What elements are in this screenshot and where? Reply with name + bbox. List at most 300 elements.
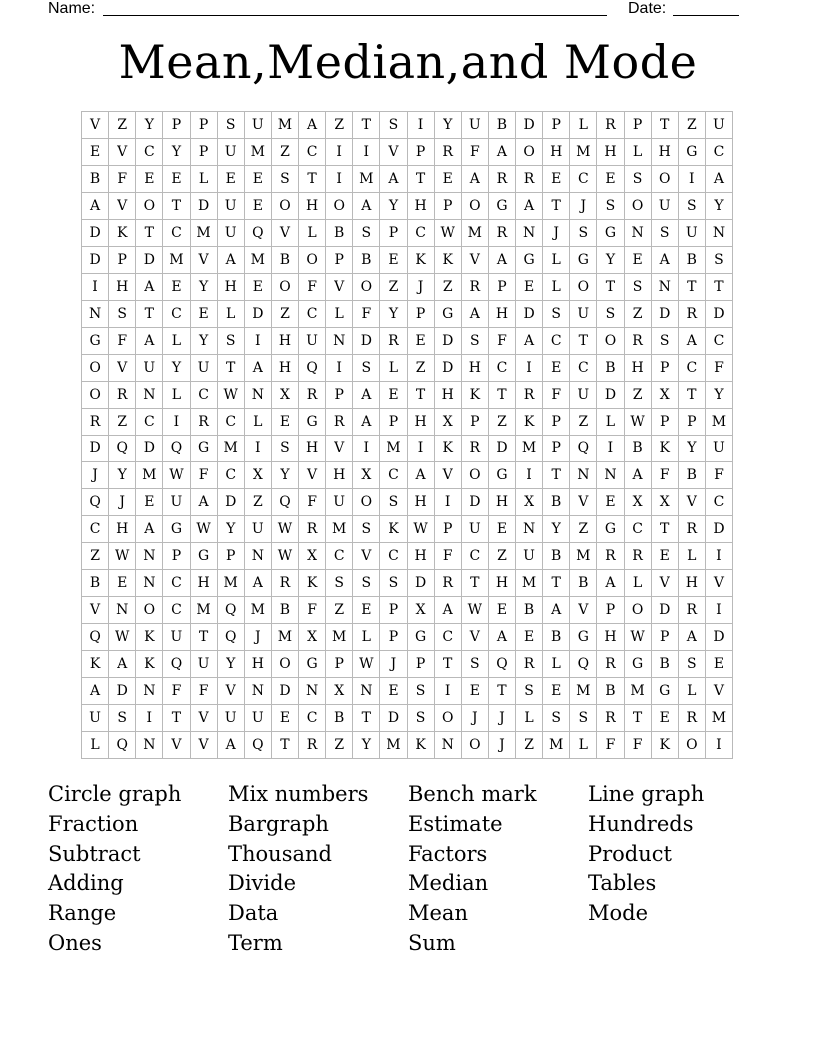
grid-cell[interactable]: S xyxy=(272,166,299,193)
grid-cell[interactable]: M xyxy=(136,462,163,489)
grid-cell[interactable]: R xyxy=(109,382,136,409)
grid-cell[interactable]: V xyxy=(570,489,597,516)
grid-cell[interactable]: Y xyxy=(109,462,136,489)
grid-cell[interactable]: R xyxy=(489,220,516,247)
grid-cell[interactable]: D xyxy=(597,382,624,409)
grid-cell[interactable]: V xyxy=(462,247,489,274)
grid-cell[interactable]: R xyxy=(326,409,353,436)
grid-cell[interactable]: D xyxy=(82,220,109,247)
grid-cell[interactable]: Y xyxy=(218,651,245,678)
grid-cell[interactable]: N xyxy=(435,732,462,759)
grid-cell[interactable]: U xyxy=(462,112,489,139)
grid-cell[interactable]: F xyxy=(109,166,136,193)
grid-cell[interactable]: Q xyxy=(82,489,109,516)
grid-cell[interactable]: C xyxy=(706,328,733,355)
grid-cell[interactable]: G xyxy=(570,624,597,651)
grid-cell[interactable]: H xyxy=(489,489,516,516)
grid-cell[interactable]: O xyxy=(625,597,652,624)
grid-cell[interactable]: Y xyxy=(543,516,570,543)
grid-cell[interactable]: U xyxy=(218,139,245,166)
grid-cell[interactable]: W xyxy=(625,624,652,651)
grid-cell[interactable]: O xyxy=(136,193,163,220)
grid-cell[interactable]: O xyxy=(299,247,326,274)
grid-cell[interactable]: L xyxy=(326,301,353,328)
grid-cell[interactable]: C xyxy=(326,543,353,570)
grid-cell[interactable]: R xyxy=(679,705,706,732)
grid-cell[interactable]: V xyxy=(706,678,733,705)
grid-cell[interactable]: K xyxy=(109,220,136,247)
grid-cell[interactable]: D xyxy=(462,489,489,516)
grid-cell[interactable]: L xyxy=(353,624,380,651)
grid-cell[interactable]: T xyxy=(679,274,706,301)
grid-cell[interactable]: Z xyxy=(326,732,353,759)
grid-cell[interactable]: R xyxy=(191,409,218,436)
grid-cell[interactable]: C xyxy=(408,220,435,247)
grid-cell[interactable]: H xyxy=(109,274,136,301)
grid-cell[interactable]: D xyxy=(136,436,163,463)
grid-cell[interactable]: M xyxy=(326,516,353,543)
grid-cell[interactable]: A xyxy=(136,516,163,543)
grid-cell[interactable]: C xyxy=(706,489,733,516)
grid-cell[interactable]: R xyxy=(380,328,407,355)
grid-cell[interactable]: A xyxy=(82,193,109,220)
grid-cell[interactable]: Z xyxy=(625,301,652,328)
grid-cell[interactable]: S xyxy=(597,301,624,328)
grid-cell[interactable]: K xyxy=(462,382,489,409)
grid-cell[interactable]: M xyxy=(516,436,543,463)
grid-cell[interactable]: W xyxy=(272,516,299,543)
grid-cell[interactable]: Y xyxy=(706,193,733,220)
grid-cell[interactable]: V xyxy=(82,112,109,139)
grid-cell[interactable]: F xyxy=(299,597,326,624)
grid-cell[interactable]: D xyxy=(706,516,733,543)
grid-cell[interactable]: L xyxy=(597,409,624,436)
grid-cell[interactable]: P xyxy=(191,112,218,139)
grid-cell[interactable]: E xyxy=(353,597,380,624)
grid-cell[interactable]: A xyxy=(191,489,218,516)
grid-cell[interactable]: J xyxy=(462,705,489,732)
grid-cell[interactable]: V xyxy=(435,462,462,489)
grid-cell[interactable]: A xyxy=(462,301,489,328)
grid-cell[interactable]: R xyxy=(272,570,299,597)
grid-cell[interactable]: E xyxy=(191,301,218,328)
grid-cell[interactable]: U xyxy=(245,112,272,139)
grid-cell[interactable]: L xyxy=(163,328,190,355)
grid-cell[interactable]: P xyxy=(679,409,706,436)
grid-cell[interactable]: K xyxy=(435,436,462,463)
grid-cell[interactable]: E xyxy=(652,705,679,732)
grid-cell[interactable]: N xyxy=(516,516,543,543)
grid-cell[interactable]: L xyxy=(679,543,706,570)
grid-cell[interactable]: V xyxy=(109,355,136,382)
grid-cell[interactable]: U xyxy=(516,543,543,570)
grid-cell[interactable]: V xyxy=(326,274,353,301)
grid-cell[interactable]: G xyxy=(163,516,190,543)
grid-cell[interactable]: E xyxy=(543,166,570,193)
grid-cell[interactable]: P xyxy=(408,301,435,328)
grid-cell[interactable]: S xyxy=(679,193,706,220)
grid-cell[interactable]: U xyxy=(218,193,245,220)
grid-cell[interactable]: S xyxy=(326,570,353,597)
grid-cell[interactable]: M xyxy=(353,166,380,193)
grid-cell[interactable]: R xyxy=(625,543,652,570)
grid-cell[interactable]: F xyxy=(706,462,733,489)
grid-cell[interactable]: J xyxy=(245,624,272,651)
grid-cell[interactable]: D xyxy=(435,328,462,355)
grid-cell[interactable]: K xyxy=(652,732,679,759)
grid-cell[interactable]: X xyxy=(652,382,679,409)
grid-cell[interactable]: E xyxy=(109,570,136,597)
grid-cell[interactable]: A xyxy=(245,355,272,382)
grid-cell[interactable]: E xyxy=(408,328,435,355)
grid-cell[interactable]: E xyxy=(163,166,190,193)
grid-cell[interactable]: J xyxy=(109,489,136,516)
grid-cell[interactable]: Z xyxy=(82,543,109,570)
grid-cell[interactable]: L xyxy=(163,382,190,409)
grid-cell[interactable]: J xyxy=(380,651,407,678)
grid-cell[interactable]: A xyxy=(82,678,109,705)
grid-cell[interactable]: L xyxy=(543,247,570,274)
grid-cell[interactable]: Z xyxy=(570,409,597,436)
grid-cell[interactable]: S xyxy=(516,678,543,705)
grid-cell[interactable]: O xyxy=(516,139,543,166)
grid-cell[interactable]: S xyxy=(597,193,624,220)
grid-cell[interactable]: A xyxy=(543,597,570,624)
grid-cell[interactable]: U xyxy=(570,301,597,328)
grid-cell[interactable]: E xyxy=(462,678,489,705)
grid-cell[interactable]: U xyxy=(163,624,190,651)
grid-cell[interactable]: N xyxy=(82,301,109,328)
grid-cell[interactable]: P xyxy=(543,112,570,139)
grid-cell[interactable]: Y xyxy=(272,462,299,489)
grid-cell[interactable]: G xyxy=(435,301,462,328)
grid-cell[interactable]: X xyxy=(299,543,326,570)
grid-cell[interactable]: K xyxy=(136,651,163,678)
grid-cell[interactable]: H xyxy=(272,355,299,382)
grid-cell[interactable]: R xyxy=(462,274,489,301)
grid-cell[interactable]: A xyxy=(245,570,272,597)
grid-cell[interactable]: A xyxy=(706,166,733,193)
grid-cell[interactable]: C xyxy=(299,139,326,166)
grid-cell[interactable]: E xyxy=(245,193,272,220)
grid-cell[interactable]: Q xyxy=(218,624,245,651)
grid-cell[interactable]: R xyxy=(516,382,543,409)
grid-cell[interactable]: Q xyxy=(299,355,326,382)
grid-cell[interactable]: A xyxy=(353,382,380,409)
grid-cell[interactable]: W xyxy=(163,462,190,489)
grid-cell[interactable]: A xyxy=(462,166,489,193)
grid-cell[interactable]: E xyxy=(543,355,570,382)
grid-cell[interactable]: A xyxy=(353,193,380,220)
grid-cell[interactable]: G xyxy=(570,247,597,274)
grid-cell[interactable]: S xyxy=(543,705,570,732)
grid-cell[interactable]: C xyxy=(299,301,326,328)
grid-cell[interactable]: B xyxy=(543,624,570,651)
grid-cell[interactable]: M xyxy=(570,678,597,705)
grid-cell[interactable]: H xyxy=(191,570,218,597)
grid-cell[interactable]: T xyxy=(543,462,570,489)
grid-cell[interactable]: L xyxy=(380,355,407,382)
grid-cell[interactable]: U xyxy=(82,705,109,732)
grid-cell[interactable]: S xyxy=(570,220,597,247)
grid-cell[interactable]: O xyxy=(353,489,380,516)
grid-cell[interactable]: E xyxy=(597,489,624,516)
grid-cell[interactable]: D xyxy=(218,489,245,516)
grid-cell[interactable]: N xyxy=(136,543,163,570)
grid-cell[interactable]: E xyxy=(543,678,570,705)
grid-cell[interactable]: M xyxy=(218,570,245,597)
grid-cell[interactable]: P xyxy=(326,382,353,409)
grid-cell[interactable]: F xyxy=(706,355,733,382)
grid-cell[interactable]: S xyxy=(652,328,679,355)
grid-cell[interactable]: N xyxy=(326,328,353,355)
grid-cell[interactable]: P xyxy=(462,409,489,436)
grid-cell[interactable]: P xyxy=(435,516,462,543)
grid-cell[interactable]: T xyxy=(136,301,163,328)
grid-cell[interactable]: W xyxy=(109,543,136,570)
grid-cell[interactable]: L xyxy=(543,274,570,301)
grid-cell[interactable]: D xyxy=(109,678,136,705)
grid-cell[interactable]: E xyxy=(516,624,543,651)
grid-cell[interactable]: M xyxy=(570,139,597,166)
grid-cell[interactable]: S xyxy=(353,516,380,543)
grid-cell[interactable]: M xyxy=(272,112,299,139)
grid-cell[interactable]: B xyxy=(543,543,570,570)
grid-cell[interactable]: P xyxy=(380,220,407,247)
grid-cell[interactable]: E xyxy=(163,274,190,301)
grid-cell[interactable]: S xyxy=(543,301,570,328)
grid-cell[interactable]: O xyxy=(353,274,380,301)
grid-cell[interactable]: B xyxy=(597,355,624,382)
grid-cell[interactable]: F xyxy=(489,328,516,355)
grid-cell[interactable]: Z xyxy=(625,382,652,409)
grid-cell[interactable]: Q xyxy=(570,651,597,678)
grid-cell[interactable]: V xyxy=(191,247,218,274)
grid-cell[interactable]: S xyxy=(218,328,245,355)
grid-cell[interactable]: I xyxy=(245,328,272,355)
grid-cell[interactable]: F xyxy=(462,139,489,166)
grid-cell[interactable]: K xyxy=(435,247,462,274)
grid-cell[interactable]: R xyxy=(82,409,109,436)
grid-cell[interactable]: C xyxy=(380,462,407,489)
grid-cell[interactable]: Z xyxy=(272,139,299,166)
grid-cell[interactable]: C xyxy=(82,516,109,543)
grid-cell[interactable]: N xyxy=(299,678,326,705)
grid-cell[interactable]: H xyxy=(435,382,462,409)
grid-cell[interactable]: V xyxy=(272,220,299,247)
grid-cell[interactable]: T xyxy=(136,220,163,247)
grid-cell[interactable]: E xyxy=(380,247,407,274)
grid-cell[interactable]: D xyxy=(408,570,435,597)
grid-cell[interactable]: C xyxy=(543,328,570,355)
grid-cell[interactable]: G xyxy=(299,651,326,678)
grid-cell[interactable]: Z xyxy=(489,543,516,570)
grid-cell[interactable]: O xyxy=(625,193,652,220)
grid-cell[interactable]: U xyxy=(191,355,218,382)
grid-cell[interactable]: O xyxy=(326,193,353,220)
grid-cell[interactable]: W xyxy=(435,220,462,247)
grid-cell[interactable]: W xyxy=(218,382,245,409)
grid-cell[interactable]: Y xyxy=(218,516,245,543)
grid-cell[interactable]: B xyxy=(516,597,543,624)
grid-cell[interactable]: S xyxy=(679,651,706,678)
grid-cell[interactable]: T xyxy=(652,112,679,139)
grid-cell[interactable]: S xyxy=(218,112,245,139)
grid-cell[interactable]: P xyxy=(435,193,462,220)
grid-cell[interactable]: A xyxy=(136,328,163,355)
grid-cell[interactable]: Z xyxy=(245,489,272,516)
grid-cell[interactable]: F xyxy=(299,274,326,301)
grid-cell[interactable]: Y xyxy=(353,732,380,759)
grid-cell[interactable]: U xyxy=(679,220,706,247)
grid-cell[interactable]: B xyxy=(353,247,380,274)
grid-cell[interactable]: D xyxy=(435,355,462,382)
grid-cell[interactable]: P xyxy=(163,112,190,139)
grid-cell[interactable]: O xyxy=(679,732,706,759)
grid-cell[interactable]: F xyxy=(435,543,462,570)
grid-cell[interactable]: Z xyxy=(435,274,462,301)
grid-cell[interactable]: G xyxy=(597,516,624,543)
grid-cell[interactable]: I xyxy=(516,462,543,489)
grid-cell[interactable]: M xyxy=(543,732,570,759)
grid-cell[interactable]: S xyxy=(570,705,597,732)
grid-cell[interactable]: U xyxy=(299,328,326,355)
grid-cell[interactable]: K xyxy=(136,624,163,651)
grid-cell[interactable]: T xyxy=(218,355,245,382)
grid-cell[interactable]: T xyxy=(408,382,435,409)
grid-cell[interactable]: N xyxy=(136,570,163,597)
grid-cell[interactable]: B xyxy=(652,651,679,678)
grid-cell[interactable]: L xyxy=(679,678,706,705)
grid-cell[interactable]: I xyxy=(245,436,272,463)
grid-cell[interactable]: M xyxy=(462,220,489,247)
grid-cell[interactable]: Y xyxy=(679,436,706,463)
grid-cell[interactable]: E xyxy=(706,651,733,678)
grid-cell[interactable]: F xyxy=(625,732,652,759)
grid-cell[interactable]: I xyxy=(679,166,706,193)
grid-cell[interactable]: C xyxy=(489,355,516,382)
grid-cell[interactable]: E xyxy=(435,166,462,193)
grid-cell[interactable]: G xyxy=(191,543,218,570)
grid-cell[interactable]: O xyxy=(136,597,163,624)
grid-cell[interactable]: W xyxy=(191,516,218,543)
grid-cell[interactable]: E xyxy=(652,543,679,570)
grid-cell[interactable]: E xyxy=(516,274,543,301)
grid-cell[interactable]: K xyxy=(408,247,435,274)
grid-cell[interactable]: P xyxy=(380,409,407,436)
grid-cell[interactable]: C xyxy=(163,597,190,624)
grid-cell[interactable]: X xyxy=(408,597,435,624)
grid-cell[interactable]: O xyxy=(462,193,489,220)
grid-cell[interactable]: C xyxy=(136,139,163,166)
grid-cell[interactable]: V xyxy=(679,489,706,516)
grid-cell[interactable]: L xyxy=(543,651,570,678)
grid-cell[interactable]: N xyxy=(706,220,733,247)
grid-cell[interactable]: M xyxy=(245,597,272,624)
grid-cell[interactable]: R xyxy=(299,732,326,759)
grid-cell[interactable]: B xyxy=(82,570,109,597)
grid-cell[interactable]: U xyxy=(136,355,163,382)
grid-cell[interactable]: C xyxy=(679,355,706,382)
grid-cell[interactable]: G xyxy=(597,220,624,247)
grid-cell[interactable]: I xyxy=(353,139,380,166)
grid-cell[interactable]: D xyxy=(191,193,218,220)
grid-cell[interactable]: Y xyxy=(163,139,190,166)
grid-cell[interactable]: N xyxy=(136,732,163,759)
grid-cell[interactable]: M xyxy=(163,247,190,274)
grid-cell[interactable]: A xyxy=(679,624,706,651)
grid-cell[interactable]: Q xyxy=(570,436,597,463)
grid-cell[interactable]: E xyxy=(489,516,516,543)
grid-cell[interactable]: R xyxy=(516,166,543,193)
grid-cell[interactable]: W xyxy=(625,409,652,436)
grid-cell[interactable]: I xyxy=(597,436,624,463)
grid-cell[interactable]: V xyxy=(299,462,326,489)
grid-cell[interactable]: U xyxy=(191,651,218,678)
grid-cell[interactable]: E xyxy=(380,382,407,409)
grid-cell[interactable]: V xyxy=(191,705,218,732)
grid-cell[interactable]: A xyxy=(435,597,462,624)
grid-cell[interactable]: D xyxy=(245,301,272,328)
grid-cell[interactable]: X xyxy=(353,462,380,489)
grid-cell[interactable]: G xyxy=(82,328,109,355)
grid-cell[interactable]: H xyxy=(489,301,516,328)
grid-cell[interactable]: E xyxy=(245,166,272,193)
grid-cell[interactable]: E xyxy=(272,705,299,732)
grid-cell[interactable]: P xyxy=(380,624,407,651)
grid-cell[interactable]: B xyxy=(679,462,706,489)
grid-cell[interactable]: D xyxy=(380,705,407,732)
grid-cell[interactable]: X xyxy=(652,489,679,516)
grid-cell[interactable]: S xyxy=(408,705,435,732)
grid-cell[interactable]: P xyxy=(543,409,570,436)
grid-cell[interactable]: L xyxy=(299,220,326,247)
grid-cell[interactable]: O xyxy=(570,274,597,301)
grid-cell[interactable]: F xyxy=(543,382,570,409)
grid-cell[interactable]: J xyxy=(543,220,570,247)
grid-cell[interactable]: Q xyxy=(82,624,109,651)
grid-cell[interactable]: K xyxy=(408,732,435,759)
grid-cell[interactable]: B xyxy=(326,220,353,247)
grid-cell[interactable]: D xyxy=(136,247,163,274)
grid-cell[interactable]: W xyxy=(353,651,380,678)
grid-cell[interactable]: C xyxy=(380,543,407,570)
grid-cell[interactable]: G xyxy=(489,462,516,489)
grid-cell[interactable]: S xyxy=(272,436,299,463)
grid-cell[interactable]: Z xyxy=(380,274,407,301)
grid-cell[interactable]: A xyxy=(597,570,624,597)
grid-cell[interactable]: A xyxy=(136,274,163,301)
grid-cell[interactable]: S xyxy=(109,705,136,732)
grid-cell[interactable]: I xyxy=(516,355,543,382)
grid-cell[interactable]: E xyxy=(489,597,516,624)
grid-cell[interactable]: H xyxy=(218,274,245,301)
grid-cell[interactable]: E xyxy=(136,166,163,193)
grid-cell[interactable]: P xyxy=(163,543,190,570)
grid-cell[interactable]: L xyxy=(245,409,272,436)
grid-cell[interactable]: R xyxy=(625,328,652,355)
grid-cell[interactable]: H xyxy=(408,409,435,436)
grid-cell[interactable]: H xyxy=(109,516,136,543)
grid-cell[interactable]: T xyxy=(353,705,380,732)
grid-cell[interactable]: I xyxy=(435,489,462,516)
grid-cell[interactable]: T xyxy=(435,651,462,678)
grid-cell[interactable]: D xyxy=(516,301,543,328)
grid-cell[interactable]: B xyxy=(82,166,109,193)
grid-cell[interactable]: R xyxy=(597,705,624,732)
grid-cell[interactable]: T xyxy=(652,516,679,543)
grid-cell[interactable]: S xyxy=(380,112,407,139)
